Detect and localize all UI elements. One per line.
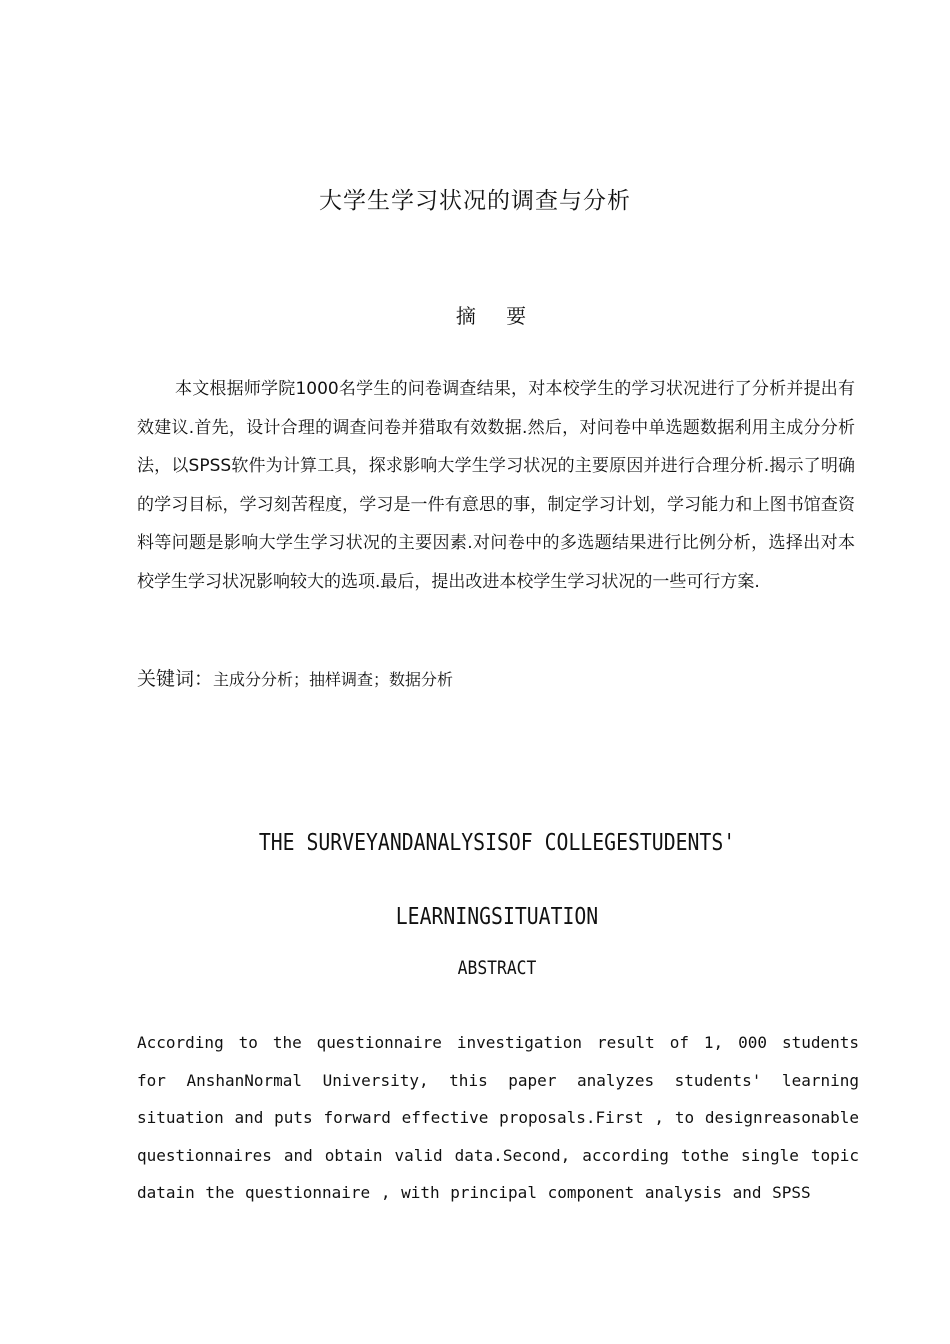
keywords-label: 关键词： xyxy=(137,668,214,690)
english-title-line-2: LEARNINGSITUATION xyxy=(395,904,599,930)
chinese-keywords xyxy=(137,664,855,691)
english-title-line-1: THE SURVEYANDANALYSISOF COLLEGESTUDENTS' xyxy=(258,830,736,856)
english-abstract-heading: ABSTRACT xyxy=(457,957,537,979)
chinese-abstract-body: 本文根据师学院1000名学生的问卷调查结果，对本校学生的学习状况进行了分析并提出有效建议.首先，设计合理的调查问卷并猎取有效数据.然后，对问卷中单选题数据利用主成分分析法，以SPSS软件为计算工具，探求影响大学生学习状况的主要原因并进行合理分析.揭示了明确的学习目标，学习刻苦程度，学习是一件有意思的事，制定学习计划，学习能力和上图书馆查资料等问题是影响大学生学习状况的主要因素.对问卷中的多选题结果进行比例分析，选择出对本校学生学习状况影响较大的选项.最后，提出改进本校学生学习状况的一些可行方案. xyxy=(137,379,855,592)
keywords-text: 主成分分析；抽样调查；数据分析 xyxy=(213,670,454,689)
chinese-title: 大学生学习状况的调查与分析 xyxy=(319,188,631,214)
chinese-abstract-heading: 摘 要 xyxy=(455,304,539,328)
english-abstract-body: According to the questionnaire investigation result of 1, 000 students for AnshanNormal University, this paper analyzes students' learning situation and puts forward effective proposals.First , to designreasonable questionnaires and obtain valid data.Second, according tothe single topic datain the questionnaire , with principal component analysis and SPSS xyxy=(137,1033,859,1202)
